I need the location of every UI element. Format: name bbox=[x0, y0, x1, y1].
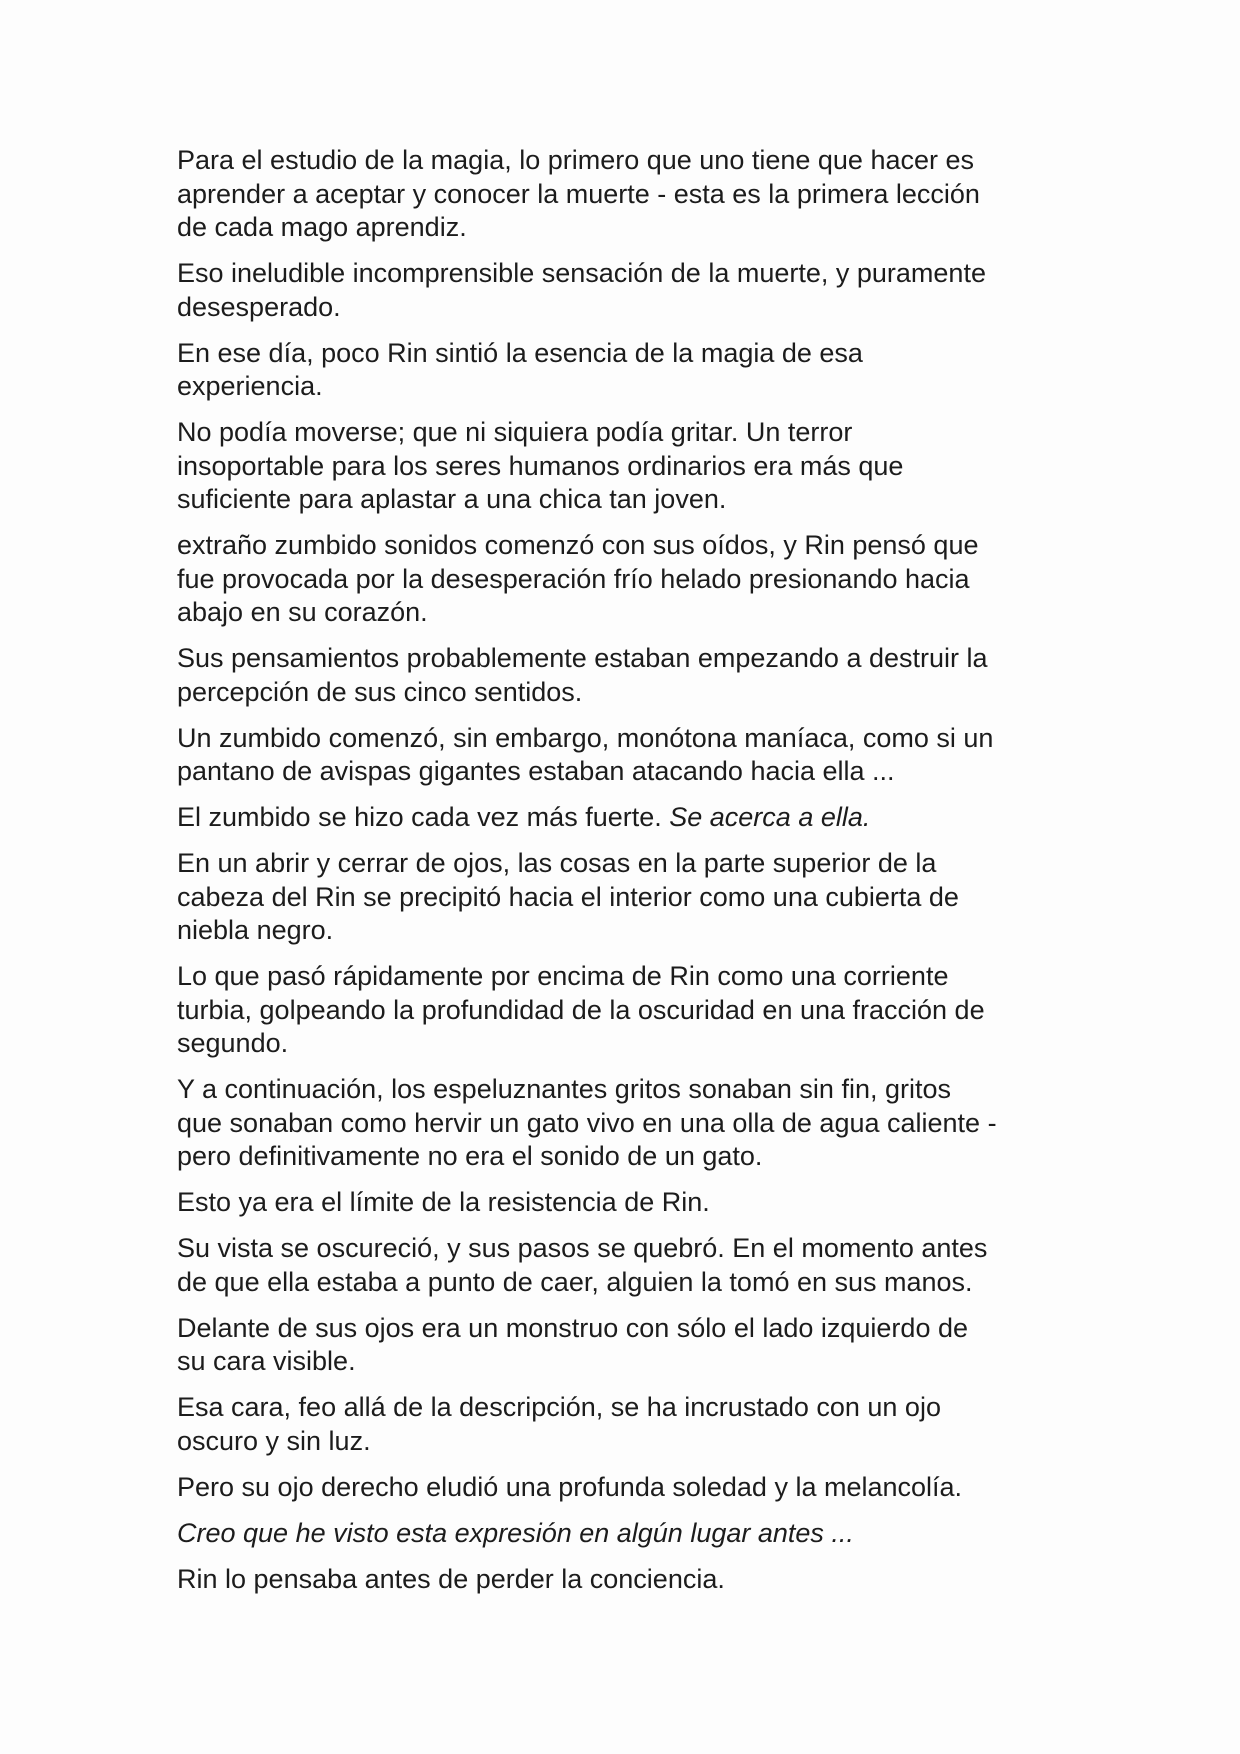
text-line: Y a continuación, los espeluznantes gritos sonaban sin fin, gritos bbox=[177, 1074, 951, 1104]
paragraph bbox=[177, 1391, 1077, 1458]
paragraph bbox=[177, 337, 1077, 404]
paragraph bbox=[177, 801, 1077, 835]
text-line: desesperado. bbox=[177, 291, 341, 322]
text-line: El zumbido se hizo cada vez más fuerte. bbox=[177, 802, 662, 832]
text-line: Rin lo pensaba antes de perder la conciencia. bbox=[177, 1563, 725, 1594]
text-line: Pero su ojo derecho eludió una profunda soledad y la melancolía. bbox=[177, 1471, 963, 1502]
text-line: pantano de avispas gigantes estaban atacando hacia ella ... bbox=[177, 756, 895, 786]
text-line: Un zumbido comenzó, sin embargo, monótona maníaca, como si un bbox=[177, 722, 994, 753]
paragraph bbox=[177, 1073, 1077, 1174]
text-line: extraño zumbido sonidos comenzó con sus oídos, y Rin pensó que bbox=[177, 530, 979, 560]
text-line: aprender a aceptar y conocer la muerte - esta es la primera lección bbox=[177, 178, 980, 209]
text-line: que sonaban como hervir un gato vivo en una olla de agua caliente - bbox=[177, 1107, 997, 1138]
text-line: Esa cara, feo allá de la descripción, se ha incrustado con un ojo bbox=[177, 1392, 941, 1422]
text-line: fue provocada por la desesperación frío helado presionando hacia bbox=[177, 563, 970, 594]
paragraph bbox=[177, 1471, 1077, 1505]
text-line: pero definitivamente no era el sonido de un gato. bbox=[177, 1141, 763, 1171]
text-line: Para el estudio de la magia, lo primero que uno tiene que hacer es bbox=[177, 145, 975, 175]
text-line: experiencia. bbox=[177, 371, 323, 401]
paragraph bbox=[177, 1186, 1077, 1220]
text-line: Esto ya era el límite de la resistencia de Rin. bbox=[177, 1187, 710, 1217]
paragraph bbox=[177, 416, 1077, 517]
text-line: Sus pensamientos probablemente estaban empezando a destruir la bbox=[177, 643, 988, 673]
paragraph bbox=[177, 847, 1077, 948]
paragraph bbox=[177, 1232, 1077, 1299]
text-line: niebla negro. bbox=[177, 915, 334, 945]
text-line: En un abrir y cerrar de ojos, las cosas en la parte superior de la bbox=[177, 848, 937, 878]
paragraph bbox=[177, 529, 1077, 630]
text-line: oscuro y sin luz. bbox=[177, 1425, 371, 1456]
text-line: segundo. bbox=[177, 1028, 289, 1058]
text-line: abajo en su corazón. bbox=[177, 597, 428, 627]
paragraph bbox=[177, 257, 1077, 324]
paragraph bbox=[177, 1563, 1077, 1597]
paragraph bbox=[177, 642, 1077, 709]
paragraph bbox=[177, 144, 1077, 245]
paragraph bbox=[177, 722, 1077, 789]
paragraph bbox=[177, 960, 1077, 1061]
text-line: En ese día, poco Rin sintió la esencia de la magia de esa bbox=[177, 337, 863, 368]
body-text bbox=[177, 144, 1077, 1609]
paragraph bbox=[177, 1517, 1077, 1551]
text-line: su cara visible. bbox=[177, 1346, 356, 1376]
text-line: de cada mago aprendiz. bbox=[177, 212, 467, 242]
italic-text: Creo que he visto esta expresión en algún lugar antes ... bbox=[177, 1517, 854, 1548]
text-line: cabeza del Rin se precipitó hacia el interior como una cubierta de bbox=[177, 881, 959, 912]
text-line: No podía moverse; que ni siquiera podía gritar. Un terror bbox=[177, 417, 853, 447]
text-line: Lo que pasó rápidamente por encima de Rin como una corriente bbox=[177, 961, 949, 991]
paragraph bbox=[177, 1312, 1077, 1379]
text-line: Eso ineludible incomprensible sensación de la muerte, y puramente bbox=[177, 258, 986, 288]
text-line: Su vista se oscureció, y sus pasos se quebró. En el momento antes bbox=[177, 1233, 988, 1263]
text-line: Delante de sus ojos era un monstruo con sólo el lado izquierdo de bbox=[177, 1312, 968, 1343]
italic-text: Se acerca a ella. bbox=[669, 802, 871, 832]
text-line: suficiente para aplastar a una chica tan joven. bbox=[177, 484, 727, 514]
text-line: de que ella estaba a punto de caer, alguien la tomó en sus manos. bbox=[177, 1266, 973, 1297]
text-line: insoportable para los seres humanos ordinarios era más que bbox=[177, 450, 904, 481]
text-line: percepción de sus cinco sentidos. bbox=[177, 676, 583, 707]
text-line: turbia, golpeando la profundidad de la oscuridad en una fracción de bbox=[177, 994, 985, 1025]
